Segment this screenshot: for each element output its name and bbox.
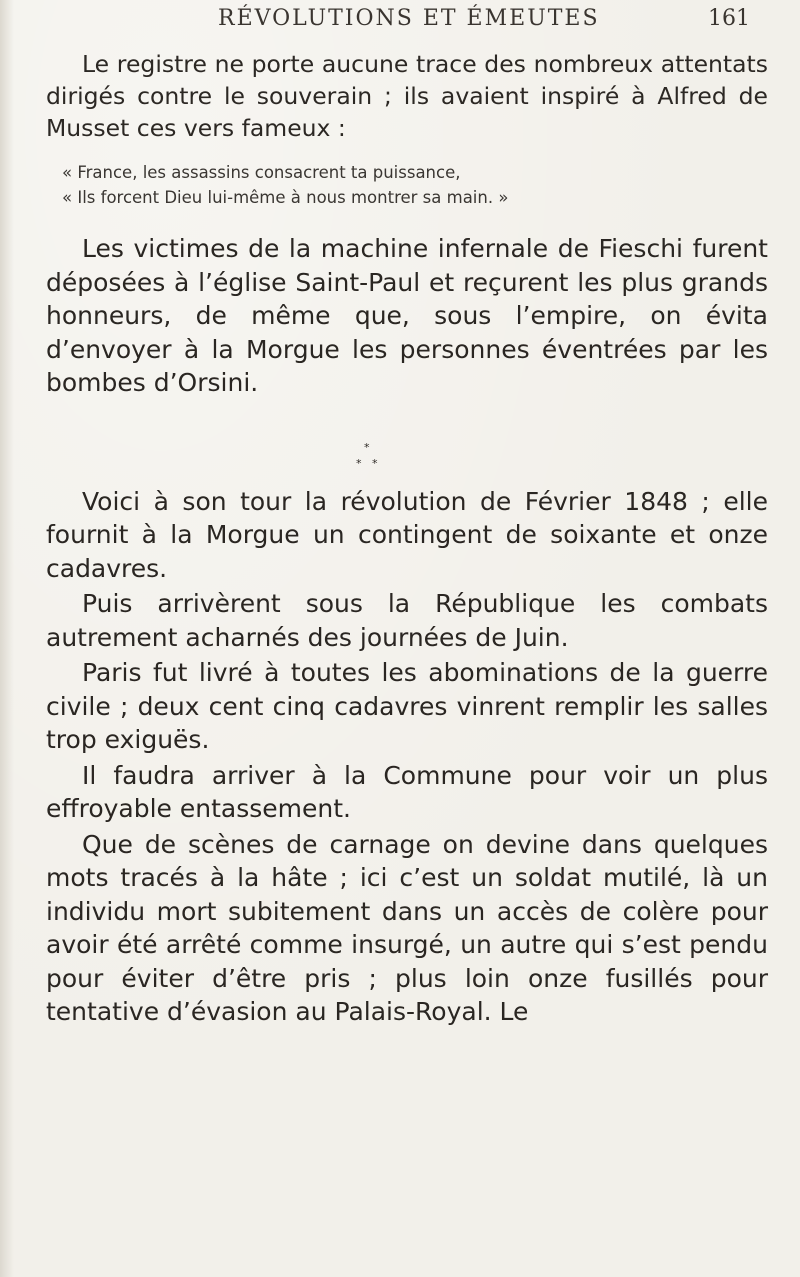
paragraph-fieschi: Les victimes de la machine infernale de Fieschi furent déposées à l’église Saint-Paul et reçurent les plus grands honneurs, de même que, sous l’empire, on évita d’envoyer à la Morgue les personnes éventrées par les bombes d’Orsini. xyxy=(46,234,768,397)
page-number: 161 xyxy=(708,6,750,31)
asterism-star: * xyxy=(356,456,362,470)
paragraph-juin: Puis arrivèrent sous la République les combats autrement acharnés des journées de Juin. xyxy=(46,589,768,652)
verse-quote xyxy=(62,160,768,210)
body-text xyxy=(46,48,768,1029)
verse-line: « Ils forcent Dieu lui-même à nous montrer sa main. » xyxy=(62,188,509,207)
paragraph-guerre-civile: Paris fut livré à toutes les abominations de la guerre civile ; deux cent cinq cadavres vinrent remplir les salles trop exiguës. xyxy=(46,658,768,754)
asterism-star: * xyxy=(364,440,370,454)
paragraph-carnage: Que de scènes de carnage on devine dans quelques mots tracés à la hâte ; ici c’est un soldat mutilé, là un individu mort subitement dans un accès de colère pour avoir été arrêté comme insurgé, un autre qui s’est pendu pour éviter d’être pris ; plus loin onze fusillés pour tentative d’évasion au Palais-Royal. Le xyxy=(46,829,768,1026)
paragraph-commune: Il faudra arriver à la Commune pour voir un plus effroyable entassement. xyxy=(46,760,768,823)
running-head: RÉVOLUTIONS ET ÉMEUTES xyxy=(218,6,600,31)
page-header xyxy=(0,2,800,30)
asterism-star: * xyxy=(372,456,378,470)
page-edge-shadow xyxy=(0,0,14,1277)
paragraph-registre: Le registre ne porte aucune trace des nombreux attentats dirigés contre le souverain ; ils avaient inspiré à Alfred de Musset ces vers fameux : xyxy=(46,50,768,142)
verse-line: « France, les assassins consacrent ta puissance, xyxy=(62,163,461,182)
paragraph-fevrier-1848: Voici à son tour la révolution de Février 1848 ; elle fournit à la Morgue un contingent de soixante et onze cadavres. xyxy=(46,486,768,583)
asterism-divider xyxy=(46,425,768,485)
